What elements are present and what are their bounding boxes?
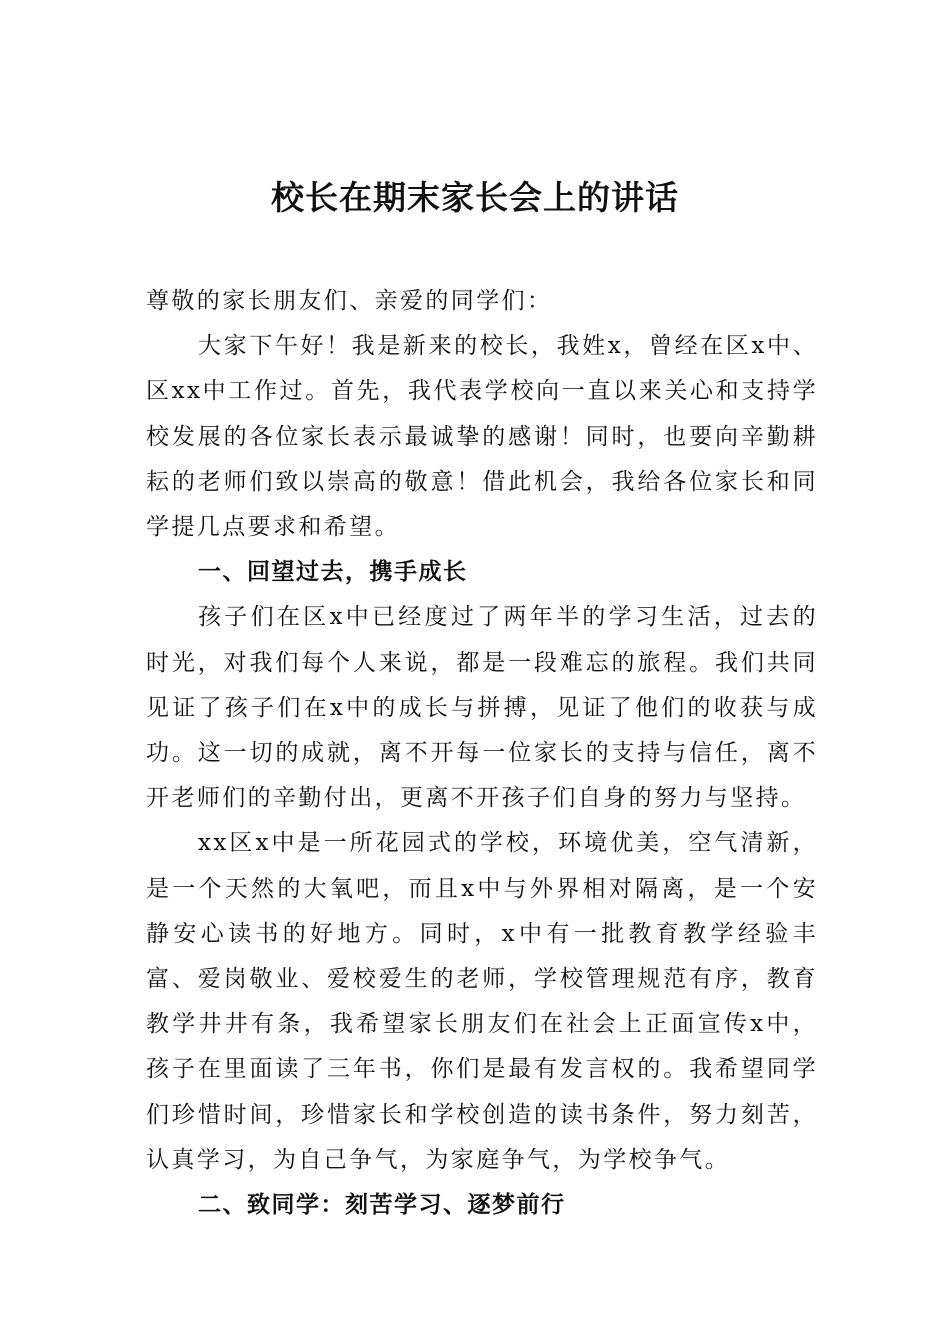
document-title: 校长在期末家长会上的讲话 bbox=[271, 178, 679, 217]
salutation: 尊敬的家长朋友们、亲爱的同学们： bbox=[146, 288, 553, 314]
section1-paragraph-2: xx区x中是一所花园式的学校，环境优美，空气清新，是一个天然的大氧吧，而且x中与外界相对隔离，是一个安静安心读书的好地方。同时，x中有一批教育教学经验丰富、爱岗敬业、爱校爱生的老师，学校管理规范有序，教育教学井井有条，我希望家长朋友们在社会上正面宣传x中，孩子在里面读了三年书，你们是最有发言权的。我希望同学们珍惜时间，珍惜家长和学校创造的读书条件，努力刻苦，认真学习，为自己争气，为家庭争气，为学校争气。 bbox=[146, 830, 818, 1173]
section-heading-1: 一、回望过去，携手成长 bbox=[198, 559, 468, 586]
opening-paragraph: 大家下午好！我是新来的校长，我姓x，曾经在区x中、区xx中工作过。首先，我代表学校向一直以来关心和支持学校发展的各位家长表示最诚挚的感谢！同时，也要向辛勤耕耘的老师们致以崇高的敬意！借此机会，我给各位家长和同学提几点要求和希望。 bbox=[146, 333, 818, 541]
document-body bbox=[146, 279, 818, 1228]
section1-paragraph-1: 孩子们在区x中已经度过了两年半的学习生活，过去的时光，对我们每个人来说，都是一段难忘的旅程。我们共同见证了孩子们在x中的成长与拼搏，见证了他们的收获与成功。这一切的成就，离不开每一位家长的支持与信任，离不开老师们的辛勤付出，更离不开孩子们自身的努力与坚持。 bbox=[146, 604, 818, 812]
section-heading-2: 二、致同学：刻苦学习、逐梦前行 bbox=[198, 1192, 566, 1219]
